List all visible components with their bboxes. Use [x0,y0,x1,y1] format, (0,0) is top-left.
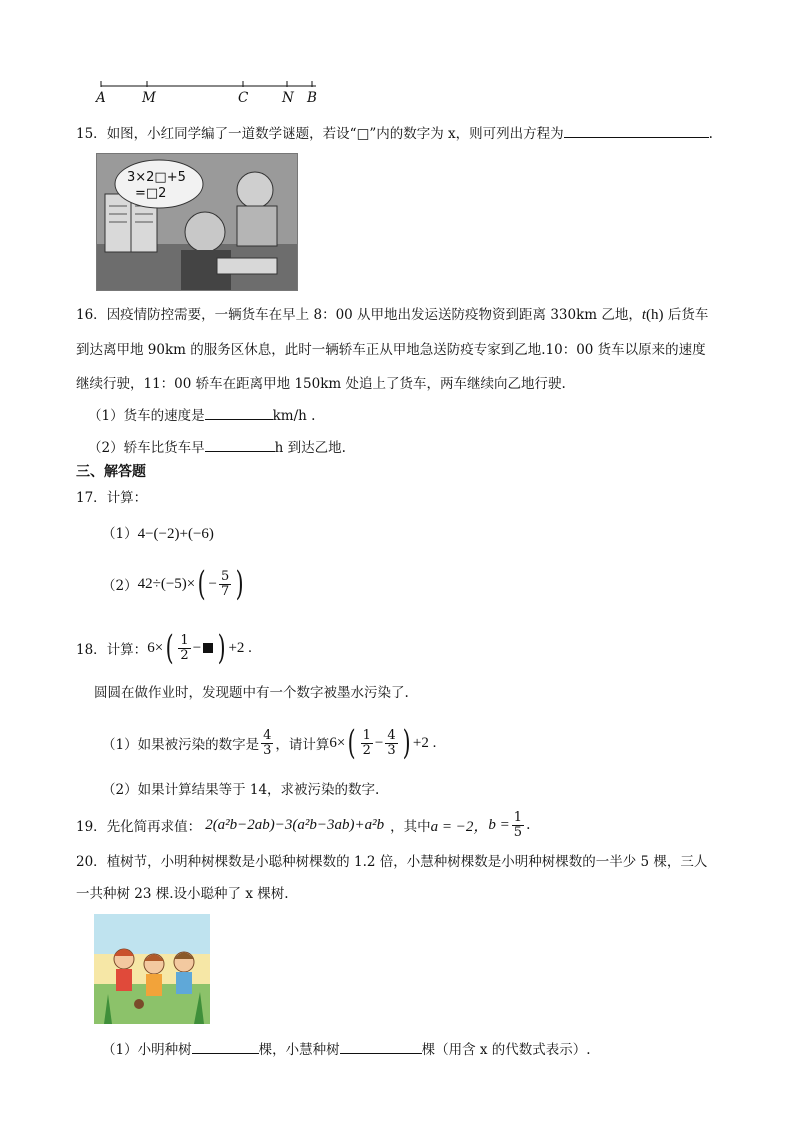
question-20-line-1: 20．植树节，小明种树棵数是小聪种树棵数的 1.2 倍，小慧种树棵数是小明种树棵数的一半少 5 棵，三人 [76,854,708,870]
point-label-a: A [96,90,106,106]
question-18-description: 圆圆在做作业时，发现题中有一个数字被墨水污染了. [94,685,409,701]
expression: 4−(−2)+(−6) [137,526,214,542]
section-title: 三、解答题 [76,464,146,480]
question-17-sub-1: （1）4−(−2)+(−6) [102,526,214,542]
question-19: 19． 先化简再求值： 2(a²b−2ab)−3(a²b−3ab)+a²b ，其中 a = −2， b = $\frac{1}{5}$ . [76,809,531,840]
fraction: $\frac{1}{5}$ [513,809,523,840]
expression: 2(a²b−2ab)−3(a²b−3ab)+a²b [205,816,385,833]
answer-blank[interactable] [192,1039,259,1054]
answer-blank[interactable] [205,405,273,420]
fraction: $\frac{1}{2}$ [362,727,371,758]
answer-blank[interactable] [205,437,275,452]
question-text: 如图，小红同学编了一道数学谜题，若设“□”内的数字为 x，则可列出方程为 [106,126,564,142]
question-number: 20． [76,854,107,870]
q20-tree-planting-image [94,914,210,1024]
point-label-n: N [282,90,294,106]
question-number: 15． [76,126,107,142]
fraction: $\frac{4}{3}$ [263,727,272,758]
fraction: $\frac{4}{3}$ [387,727,396,758]
question-20-line-2: 一共种树 23 棵.设小聪种了 x 棵树. [76,886,289,902]
bubble-line-1: 3×2□+5 [127,170,186,185]
tree-planting-drawing [94,914,210,1024]
question-20-sub-1: （1）小明种树 棵，小慧种树 棵（用含 x 的代数式表示）. [102,1039,591,1060]
point-label-b: B [307,90,317,106]
segment-figure [96,78,326,108]
fraction: $\frac{5}{7}$ [220,568,230,599]
question-16-line-2: 到达离甲地 90km 的服务区休息，此时一辆轿车正从甲地急送防疫专家到乙地.10：00 货车以原来的速度 [76,342,706,358]
question-16-sub-2: （2）轿车比货车早 h 到达乙地. [88,437,346,458]
question-18: 18． 计算： 6× ( $\frac{1}{2}$ − ) +2 . [76,628,252,668]
question-16-line-3: 继续行驶，11：00 轿车在距离甲地 150km 处追上了货车，两车继续向乙地行驶. [76,376,566,392]
question-number: 17． [76,490,107,506]
answer-blank[interactable] [340,1039,422,1054]
point-label-m: M [142,90,156,106]
question-number: 18． [76,642,107,658]
bubble-line-2: =□2 [135,186,167,201]
answer-blank[interactable] [564,123,709,138]
question-number: 19． [76,819,107,835]
question-16-sub-1: （1）货车的速度是 km/h . [88,405,315,426]
point-label-c: C [238,90,249,106]
question-18-sub-2: （2）如果计算结果等于 14，求被污染的数字. [102,782,380,798]
ink-blot-box [203,643,213,653]
question-number: 16． [76,307,107,323]
question-15: 15．如图，小红同学编了一道数学谜题，若设“□”内的数字为 x，则可列出方程为 . [76,123,713,144]
fraction: $\frac{1}{2}$ [180,632,189,663]
question-17-sub-2: （2） 42÷(−5)× ( − $\frac{5}{7}$ ) [102,564,244,604]
question-18-sub-1: （1）如果被污染的数字是 $\frac{4}{3}$ ，请计算 6× ( $\frac{1}{2}$ − $\frac{4}{3}$ ) +2 . [102,723,437,763]
q15-cartoon-image [96,153,298,291]
question-16-line-1: 16．因疫情防控需要，一辆货车在早上 8：00 从甲地出发运送防疫物资到距离 330km 乙地，t(h) 后货车 [76,307,709,323]
question-17: 17．计算： [76,490,148,506]
